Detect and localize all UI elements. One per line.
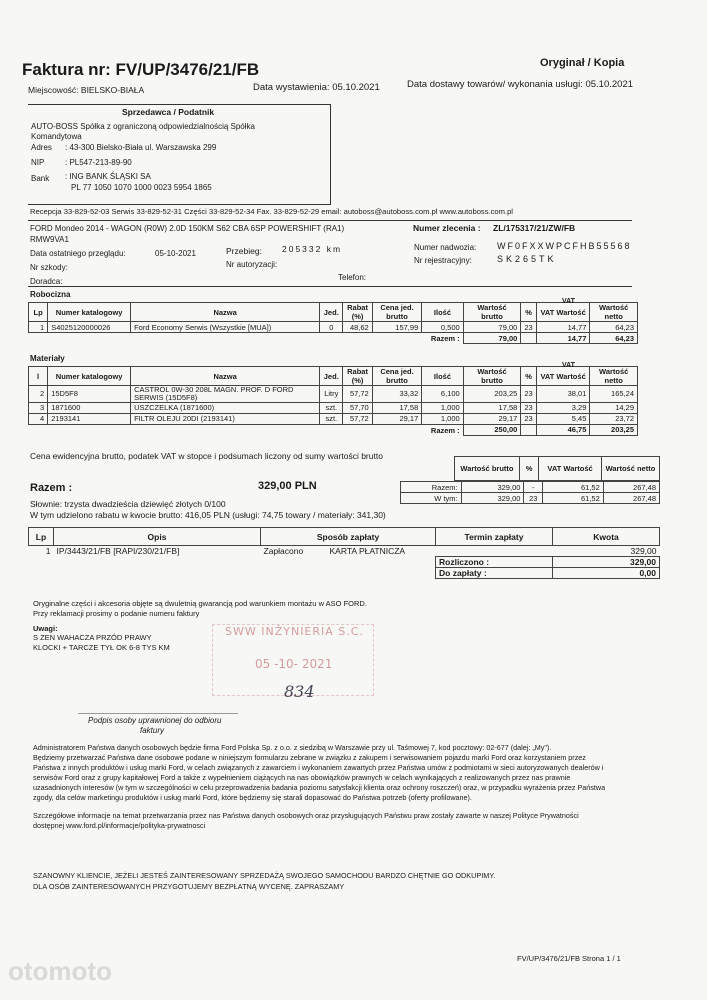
registration-number: SK265TK xyxy=(497,254,557,264)
remarks-label: Uwagi: xyxy=(33,624,58,633)
advisor-label: Doradca: xyxy=(30,277,63,286)
gdpr-line: uzasadnionych interesów (w tym w szczególności w celu przeprowadzenia badania poziomu satysfakcji klienta oraz ochrony roszczeń) oraz, w przypadku wyrażenia przez Państwa xyxy=(33,783,606,792)
mileage-label: Przebieg: xyxy=(226,246,262,256)
col-vat-pct: % xyxy=(521,367,537,386)
closing-line-2: DLA OSÓB ZAINTERESOWANYCH PRZYGOTUJEMY BEZPŁATNĄ WYCENĘ. ZAPRASZAMY xyxy=(33,882,345,891)
cell-catalog: 2193141 xyxy=(48,413,131,424)
cell-qty: 1,000 xyxy=(422,402,463,413)
due-value: 0,00 xyxy=(553,568,660,579)
stamp-company: SWW INŻYNIERIA S.C. xyxy=(225,625,364,638)
col-net: Wartość netto xyxy=(590,303,638,322)
cell-price: 17,58 xyxy=(372,402,422,413)
cell-pct: 23 xyxy=(521,322,537,333)
remark-1: S ZEN WAHACZA PRZÓD PRAWY xyxy=(33,633,152,642)
grand-total-value: 329,00 PLN xyxy=(258,480,317,492)
cell-qty: 6,100 xyxy=(422,386,463,403)
order-number: ZL/175317/21/ZW/FB xyxy=(493,223,576,233)
cell-price: 33,32 xyxy=(372,386,422,403)
pay-col-lp: Lp xyxy=(29,528,54,546)
cell-pct: 23 xyxy=(521,402,537,413)
seller-nip-label: NIP xyxy=(31,158,45,167)
settled-row xyxy=(29,557,660,568)
cell-price: 157,99 xyxy=(372,322,422,333)
sum-row-gross: 329,00 xyxy=(461,482,524,493)
privacy-line: dostępnej www.ford.pl/informacje/polityka-prywatnosci xyxy=(33,821,206,830)
col-unit-price: Cena jed. brutto xyxy=(372,367,422,386)
due-row xyxy=(29,568,660,579)
seller-address: : 43-300 Bielsko-Biała ul. Warszawska 299 xyxy=(65,143,217,152)
pay-col-desc: Opis xyxy=(54,528,261,546)
cell-discount: 57,72 xyxy=(343,386,372,403)
col-gross: Wartość brutto xyxy=(463,303,521,322)
pay-col-method: Sposób zapłaty xyxy=(261,528,436,546)
payment-table xyxy=(28,527,660,579)
cell-unit: Litry xyxy=(320,386,343,403)
last-service-date: 05-10-2021 xyxy=(155,249,196,258)
invoice-title: Faktura nr: FV/UP/3476/21/FB xyxy=(22,60,260,79)
col-lp: Lp xyxy=(29,303,48,322)
labour-total-gross: 79,00 xyxy=(463,333,521,344)
sum-row-gross: 329,00 xyxy=(461,493,524,504)
cell-unit: szt. xyxy=(320,413,343,424)
cell-name: FILTR OLEJU 20DI (2193141) xyxy=(131,413,320,424)
warranty-note: Oryginalne części i akcesoria objęte są dwuletnią gwarancją pod warunkiem montażu w ASO FORD. xyxy=(33,599,367,608)
seller-bank: : ING BANK ŚLĄSKI SA xyxy=(65,172,151,181)
damage-number-label: Nr szkody: xyxy=(30,263,68,272)
settled-value: 329,00 xyxy=(553,557,660,568)
table-row xyxy=(401,482,660,493)
cell-vat: 3,29 xyxy=(536,402,590,413)
cell-name: Ford Economy Serwis (Wszystkie [MUA]) xyxy=(131,322,320,333)
materials-total-row xyxy=(29,424,638,435)
cell-gross: 79,00 xyxy=(463,322,521,333)
due-label: Do zapłaty : xyxy=(436,568,553,579)
materials-total-vat: 46,75 xyxy=(536,424,590,435)
labour-total-vat: 14,77 xyxy=(536,333,590,344)
watermark-logo: otomoto xyxy=(8,956,112,986)
cell-unit: 0 xyxy=(320,322,343,333)
sum-col-net: Wartość netto xyxy=(601,457,659,481)
sum-row-pct: - xyxy=(524,482,543,493)
signature-label: Podpis osoby uprawnionej do odbioru xyxy=(88,716,222,725)
cell-qty: 0,500 xyxy=(422,322,463,333)
materials-table xyxy=(28,366,638,436)
cell-name: USZCZELKA (1871600) xyxy=(131,402,320,413)
signature-label-2: faktury xyxy=(140,726,165,735)
col-vat-value: VAT Wartość xyxy=(536,303,590,322)
col-discount: Rabat (%) xyxy=(343,367,372,386)
cell-net: 64,23 xyxy=(590,322,638,333)
labour-table xyxy=(28,302,638,344)
materials-section-title: Materiały xyxy=(30,354,65,363)
seller-bank-label: Bank xyxy=(31,174,50,183)
pay-desc: IP/3443/21/FB [RAPI/230/21/FB] xyxy=(56,546,180,557)
place: Miejscowość: BIELSKO-BIAŁA xyxy=(28,85,145,95)
col-vat-pct: % xyxy=(521,303,537,322)
gdpr-line: zgody, dla celów marketingu produktów i usług marki Ford, które będziemy się starali dopasować do Państwa potrzeb (oferty profilowane). xyxy=(33,793,472,802)
sum-col-pct: % xyxy=(519,457,538,481)
seller-name-cont: Komandytowa xyxy=(31,132,82,141)
col-catalog: Numer katalogowy xyxy=(48,303,131,322)
delivery-date: Data dostawy towarów/ wykonania usługi: 05.10.2021 xyxy=(407,79,634,90)
cell-unit: szt. xyxy=(320,402,343,413)
gdpr-line: serwisów Ford oraz z grupy kapitałowej Ford a także z wypełnieniem ciążących na nas obowiązków prawnych w celach wynikających z realizowanych przez nas prawnie xyxy=(33,773,571,782)
gdpr-line: Administratorem Państwa danych osobowych będzie firma Ford Polska Sp. z o.o. z siedzibą w Warszawie przy ul. Taśmowej 7, kod pocztowy: 02-677 (dalej: „My"). xyxy=(33,743,552,752)
col-quantity: Ilość xyxy=(422,303,463,322)
discount-note: W tym udzielono rabatu w kwocie brutto: 416,05 PLN (usługi: 74,75 towary / materiały: 341,30) xyxy=(30,510,386,520)
materials-vat-group: VAT xyxy=(562,362,575,369)
sum-row-net: 267,48 xyxy=(603,493,659,504)
summary-totals-table xyxy=(400,481,660,504)
table-row xyxy=(29,413,638,424)
pay-col-due: Termin zapłaty xyxy=(436,528,553,546)
col-discount: Rabat (%) xyxy=(343,303,372,322)
privacy-line: Szczegółowe informacje na temat przetwarzania przez nas Państwa danych osobowych oraz przysługujących Państwu praw zostały zawarte w naszej Polityce Prywatności xyxy=(33,811,579,820)
summary-vat-table xyxy=(454,456,660,481)
col-lp: l xyxy=(29,367,48,386)
stamp-date: 05 -10- 2021 xyxy=(255,657,333,671)
cell-pct: 23 xyxy=(521,386,537,403)
cell-discount: 57,72 xyxy=(343,413,372,424)
mileage: 205332 km xyxy=(282,244,343,254)
labour-vat-group: VAT xyxy=(562,298,575,305)
cell-net: 14,29 xyxy=(590,402,638,413)
table-row xyxy=(401,493,660,504)
cell-lp: 4 xyxy=(29,413,48,424)
sum-row-label: W tym: xyxy=(401,493,462,504)
sum-row-pct: 23 xyxy=(524,493,543,504)
table-row xyxy=(29,402,638,413)
materials-total-net: 203,25 xyxy=(590,424,638,435)
cell-catalog: S4025120000026 xyxy=(48,322,131,333)
seller-heading: Sprzedawca / Podatnik xyxy=(122,107,215,117)
table-row xyxy=(29,322,638,333)
col-catalog: Numer katalogowy xyxy=(48,367,131,386)
col-unit: Jed. xyxy=(320,303,343,322)
cell-discount: 48,62 xyxy=(343,322,372,333)
handwritten-number: 834 xyxy=(284,682,315,701)
vehicle-model: FORD Mondeo 2014 - WAGON (R0W) 2.0D 150KM S62 CBA 6SP POWERSHIFT (RA1) xyxy=(30,224,345,233)
col-net: Wartość netto xyxy=(590,367,638,386)
seller-account: PL 77 1050 1070 1000 0023 5954 1865 xyxy=(71,183,212,192)
phone-label: Telefon: xyxy=(338,273,367,282)
settled-label: Rozliczono : xyxy=(436,557,553,568)
labour-section-title: Robocizna xyxy=(30,290,71,299)
labour-total-label: Razem : xyxy=(430,333,460,343)
col-unit-price: Cena jed. brutto xyxy=(372,303,422,322)
closing-line-1: SZANOWNY KLIENCIE, JEŻELI JESTEŚ ZAINTERESOWANY SPRZEDAŻĄ SWOJEGO SAMOCHODU BARDZO CHĘTNIE GO ODKUPIMY. xyxy=(33,871,496,880)
col-unit: Jed. xyxy=(320,367,343,386)
pay-lp: 1 xyxy=(45,546,51,557)
cell-lp: 2 xyxy=(29,386,48,403)
pay-status: Zapłacono xyxy=(263,546,304,557)
cell-gross: 203,25 xyxy=(463,386,521,403)
vin-label: Numer nadwozia: xyxy=(414,243,477,252)
pay-amount: 329,00 xyxy=(630,546,657,556)
vin: WF0FXXWPCFHB55568 xyxy=(497,241,632,251)
cell-vat: 14,77 xyxy=(536,322,590,333)
cell-gross: 17,58 xyxy=(463,402,521,413)
cell-name-line2: SERWIS (15D5F8) xyxy=(134,392,198,402)
cell-pct: 23 xyxy=(521,413,537,424)
sum-col-vat: VAT Wartość xyxy=(539,457,602,481)
cell-lp: 1 xyxy=(29,322,48,333)
vat-note: Cena ewidencyjna brutto, podatek VAT w stopce i podsumach liczony od sumy wartości brutto xyxy=(30,451,383,461)
seller-nip: : PL547-213-89-90 xyxy=(65,158,132,167)
pay-col-amount: Kwota xyxy=(553,528,660,546)
sum-row-label: Razem: xyxy=(401,482,462,493)
col-vat-value: VAT Wartość xyxy=(536,367,590,386)
cell-catalog: 1871600 xyxy=(48,402,131,413)
materials-total-gross: 250,00 xyxy=(463,424,521,435)
order-number-label: Numer zlecenia : xyxy=(413,223,481,233)
col-gross: Wartość brutto xyxy=(463,367,521,386)
remark-2: KLOCKI + TARCZE TYŁ OK 6-8 TYS KM xyxy=(33,643,170,652)
grand-total-label: Razem : xyxy=(30,482,73,494)
page-footer: FV/UP/3476/21/FB Strona 1 / 1 xyxy=(517,954,621,963)
contacts-line: Recepcja 33-829-52-03 Serwis 33-829-52-31 Części 33-829-52-34 Fax. 33-829-52-29 email: autoboss@autoboss.com.pl www.autoboss.com.pl xyxy=(30,207,513,216)
warranty-note-2: Przy reklamacji prosimy o podanie numeru faktury xyxy=(33,609,200,618)
original-copy-label: Oryginał / Kopia xyxy=(540,57,625,69)
cell-net: 165,24 xyxy=(590,386,638,403)
authorization-label: Nr autoryzacji: xyxy=(226,260,278,269)
cell-qty: 1,000 xyxy=(422,413,463,424)
table-row xyxy=(29,386,638,403)
cell-lp: 3 xyxy=(29,402,48,413)
seller-name: AUTO-BOSS Spółka z ograniczoną odpowiedzialnością Spółka xyxy=(31,122,255,131)
cell-net: 23,72 xyxy=(590,413,638,424)
cell-vat: 38,01 xyxy=(536,386,590,403)
pay-method: KARTA PŁATNICZA xyxy=(329,546,406,557)
sum-col-gross: Wartość brutto xyxy=(455,457,520,481)
cell-name-line1: CASTROL 0W-30 208L MAGN. PROF. D FORD xyxy=(134,385,294,394)
cell-price: 29,17 xyxy=(372,413,422,424)
labour-total-row xyxy=(29,333,638,344)
gdpr-line: Państwa z innych produktów i usług marki Ford, w celach związanych z zawarciem i wykonaniem zawartych przez Państwa umów z podmiotami w sieci autoryzowanych dealerów i xyxy=(33,763,604,772)
sum-row-vat: 61,52 xyxy=(543,493,604,504)
last-service-label: Data ostatniego przeglądu: xyxy=(30,249,126,258)
materials-total-label: Razem : xyxy=(430,425,460,435)
vehicle-model-code: RMW9VA1 xyxy=(30,235,69,244)
sum-row-vat: 61,52 xyxy=(543,482,604,493)
table-row xyxy=(29,546,660,557)
labour-total-net: 64,23 xyxy=(590,333,638,344)
issue-date: Data wystawienia: 05.10.2021 xyxy=(253,82,380,93)
sum-row-net: 267,48 xyxy=(603,482,659,493)
amount-in-words: Słownie: trzysta dwadzieścia dziewięć złotych 0/100 xyxy=(30,499,226,509)
seller-address-label: Adres xyxy=(31,143,52,152)
col-name: Nazwa xyxy=(131,367,320,386)
cell-discount: 57,70 xyxy=(343,402,372,413)
cell-gross: 29,17 xyxy=(463,413,521,424)
col-name: Nazwa xyxy=(131,303,320,322)
registration-label: Nr rejestracyjny: xyxy=(414,256,472,265)
gdpr-line: Będziemy przetwarzać Państwa dane osobowe podane w niniejszym formularzu zebrane w związku z zakupem i serwisowaniem pojazdu marki Ford oraz korzystaniem przez xyxy=(33,753,586,762)
cell-name xyxy=(131,386,320,403)
cell-vat: 5,45 xyxy=(536,413,590,424)
col-quantity: Ilość xyxy=(422,367,463,386)
cell-catalog: 15D5F8 xyxy=(48,386,131,403)
